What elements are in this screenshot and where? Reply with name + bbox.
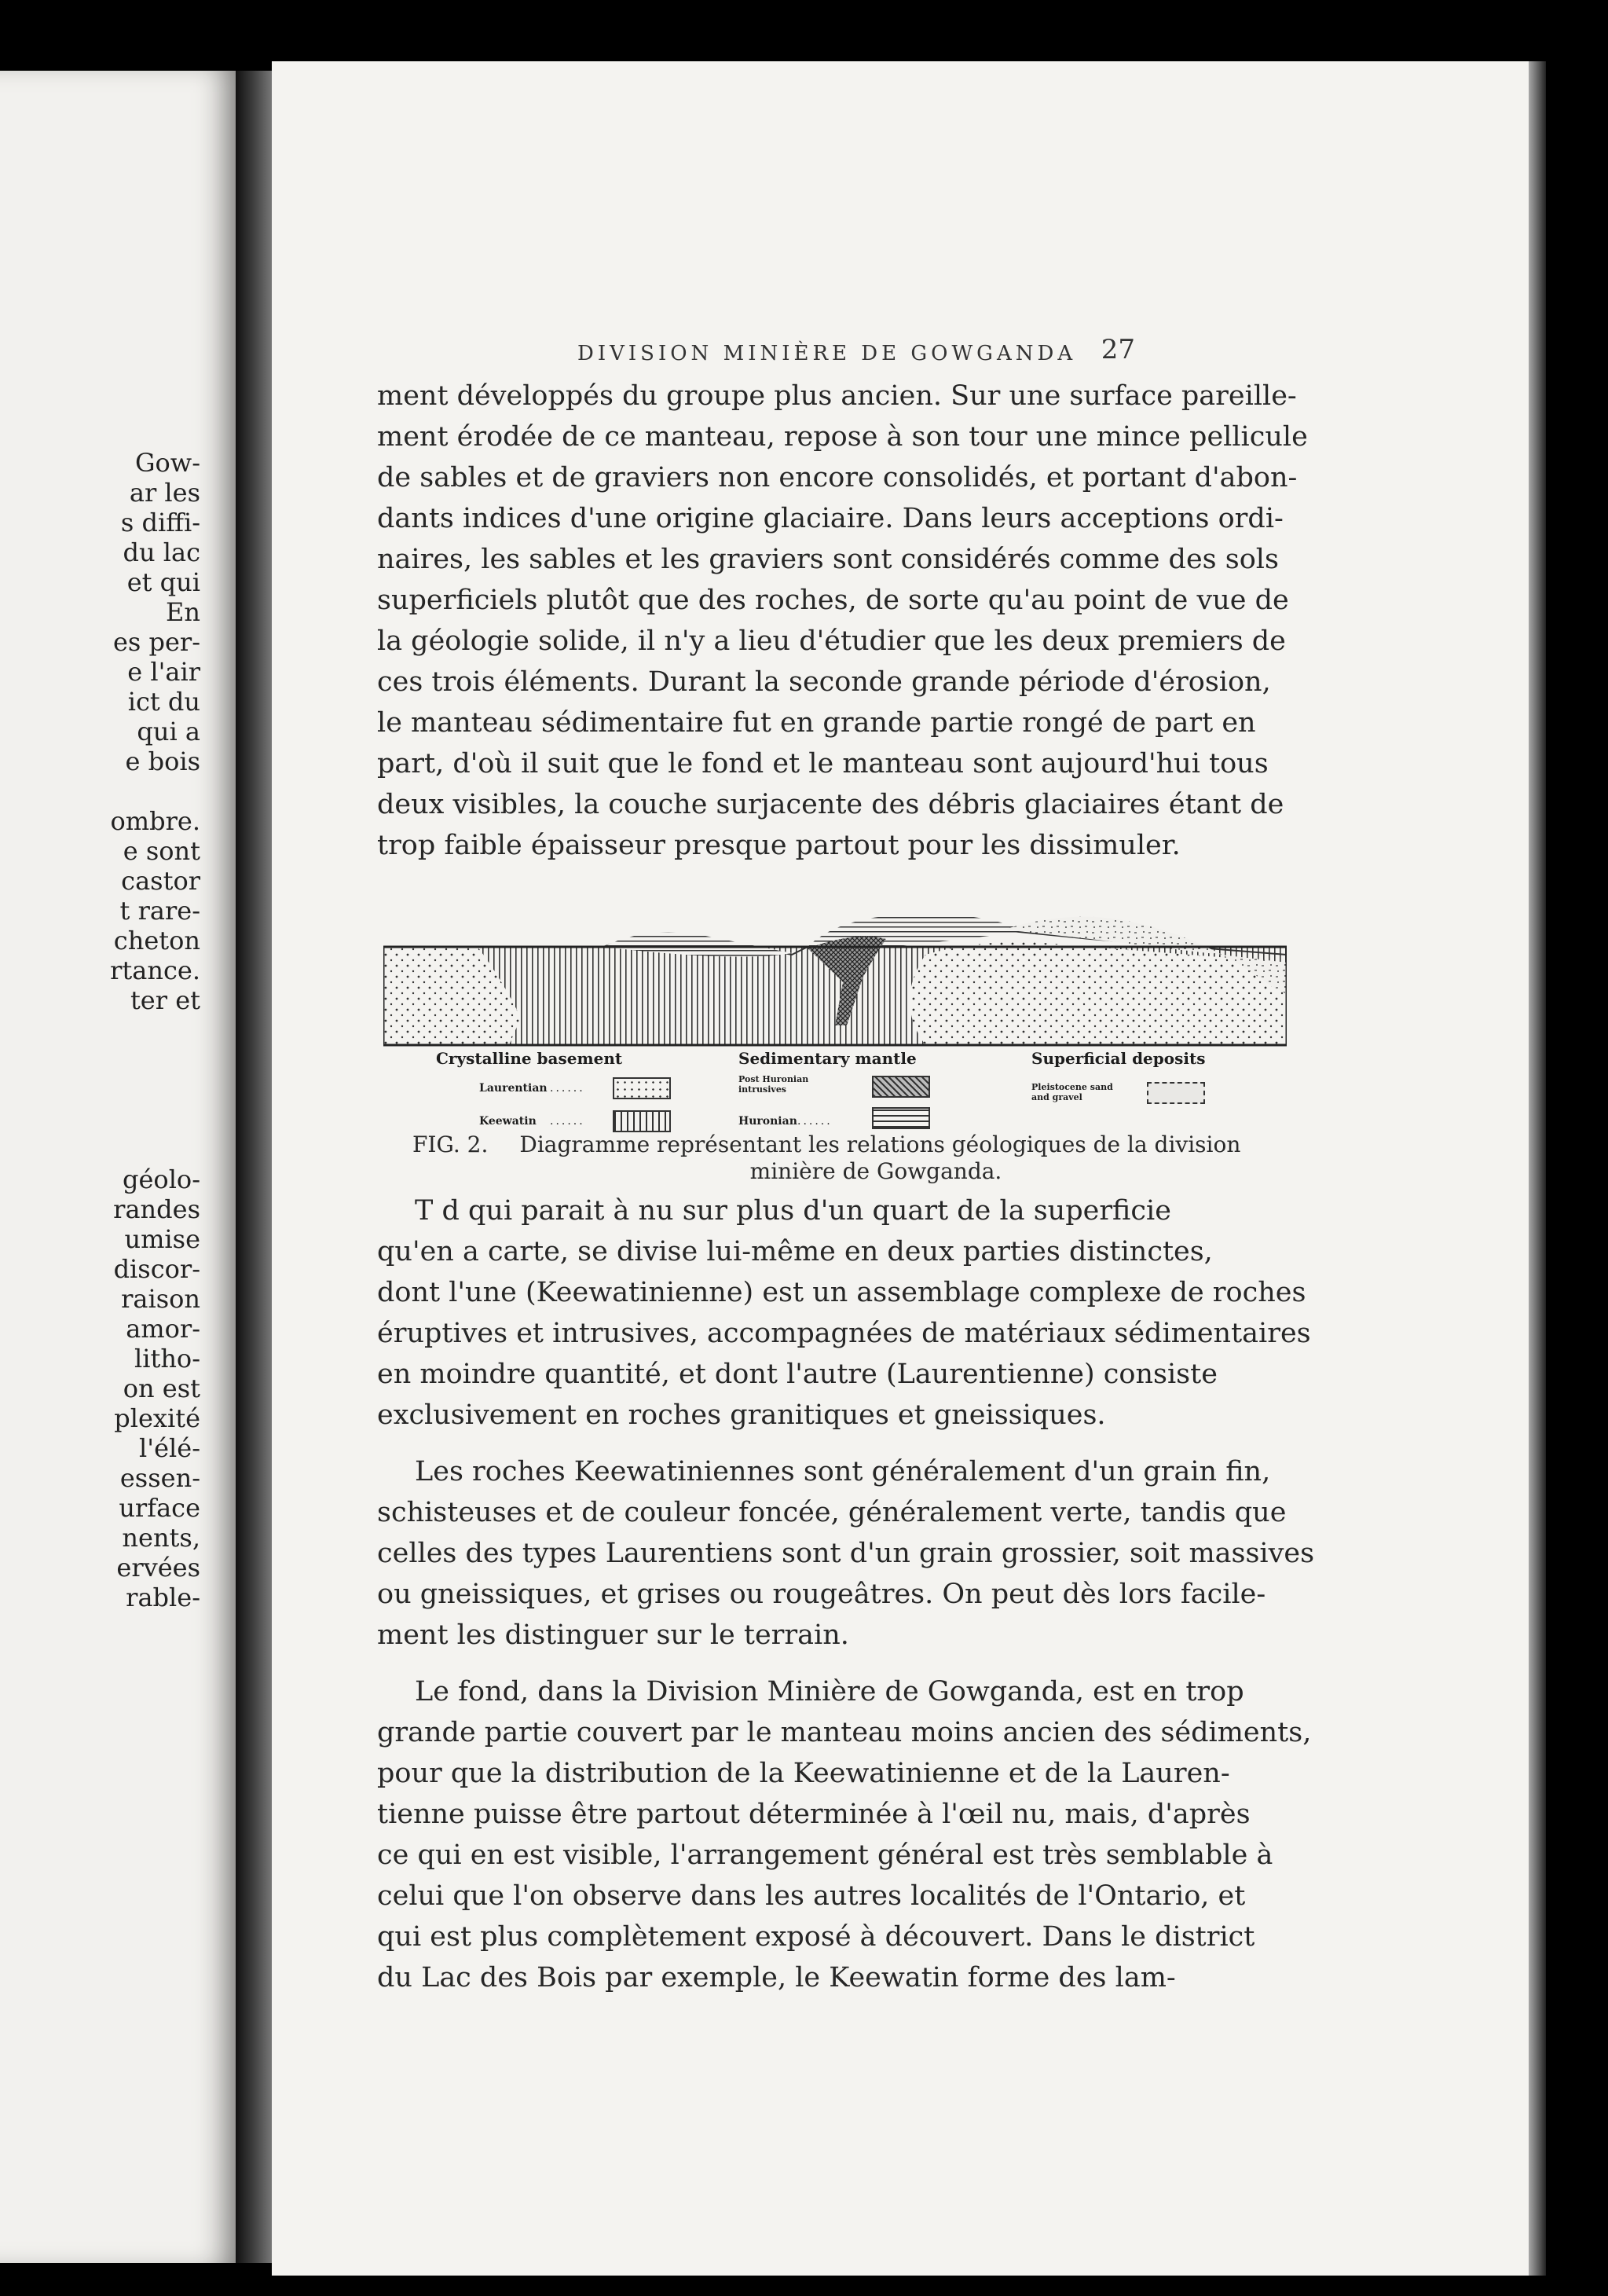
text-line: dont l'une (Keewatinienne) est un assemblage complexe de roches [377,1277,1306,1308]
previous-page-text [110,448,200,1612]
text-line: trop faible épaisseur presque partout pour les dissimuler. [377,830,1181,861]
text-line: celles des types Laurentiens sont d'un grain grossier, soit massives [377,1538,1315,1569]
text-line: le manteau sédimentaire fut en grande partie rongé de part en [377,707,1256,739]
legend-pleistocene: Pleistocene sand and gravel [1031,1082,1113,1102]
previous-page-fragment: s diffi- [120,508,200,537]
legend-heading-superficial: Superficial deposits [1031,1049,1206,1068]
text-line: Les roches Keewatiniennes sont généralement d'un grain fin, [415,1456,1271,1487]
legend-swatch-post-huronian [872,1076,930,1098]
text-line: naires, les sables et les graviers sont considérés comme des sols [377,544,1279,575]
previous-page-fragment: umise [124,1224,200,1254]
legend-keewatin: Keewatin [479,1115,537,1128]
previous-page-fragment: géolo- [123,1165,200,1194]
previous-page-fragment: nents, [122,1523,200,1553]
page-edge [1529,61,1546,2276]
text-line: du Lac des Bois par exemple, le Keewatin forme des lam- [377,1962,1176,1993]
legend-heading-sedimentary: Sedimentary mantle [738,1049,917,1068]
previous-page-fragment [110,1135,200,1165]
legend-laurentian: Laurentian [479,1082,548,1095]
text-line: qu'en a carte, se divise lui-même en deux parties distinctes, [377,1236,1213,1267]
previous-page-fragment: ter et [130,985,200,1015]
previous-page-fragment: es per- [112,627,200,657]
previous-page-fragment: Gow- [134,448,200,478]
caption-line-1: Diagramme représentant les relations géologiques de la division [519,1131,1241,1157]
legend-huronian: Huronian [738,1115,797,1128]
previous-page-fragment: ict du [127,687,200,717]
previous-page-fragment: litho- [134,1344,200,1374]
page-number: 27 [1101,334,1135,365]
legend-swatch-pleistocene [1147,1082,1205,1104]
previous-page-fragment: e sont [123,836,200,866]
paragraph [377,1190,1311,1436]
legend-swatch-laurentian [613,1077,671,1099]
body-text-top [377,376,1308,866]
previous-page-fragment: rtance. [110,955,200,985]
previous-page-fragment [110,776,200,806]
figure-caption [412,1131,1277,1185]
previous-page-fragment: essen- [119,1463,200,1493]
text-line: ou gneissiques, et grises ou rougeâtres. On peut dès lors facile- [377,1579,1266,1610]
paragraph [377,1451,1315,1656]
text-line: schisteuses et de couleur foncée, généralement verte, tandis que [377,1497,1287,1528]
text-line: ment érodée de ce manteau, repose à son tour une mince pellicule [377,421,1308,453]
legend-heading-crystalline: Crystalline basement [436,1049,623,1068]
previous-page-fragment: rable- [126,1583,200,1612]
previous-page-fragment: qui a [137,717,200,746]
diagram-legend: Crystalline basement Laurentian ...... Keewatin ...... Sedimentary mantle Post Huronian intrusives Huronian ...... Superficial deposits Pleistocene sand and gravel [436,1049,1284,1143]
previous-page-fragment: plexité [114,1403,200,1433]
previous-page-fragment [110,1045,200,1075]
text-line: deux visibles, la couche surjacente des débris glaciaires étant de [377,789,1284,820]
previous-page-fragment: castor [121,866,200,896]
text-line: de sables et de graviers non encore consolidés, et portant d'abon- [377,462,1298,493]
text-line: Le fond, dans la Division Minière de Gowganda, est en trop [415,1676,1244,1707]
previous-page-fragment: ombre. [110,806,200,836]
text-line: ment les distinguer sur le terrain. [377,1619,849,1651]
text-line: en moindre quantité, et dont l'autre (Laurentienne) consiste [377,1359,1218,1390]
previous-page [0,71,236,2263]
text-line: éruptives et intrusives, accompagnées de matériaux sédimentaires [377,1318,1311,1349]
text-line: pour que la distribution de la Keewatinienne et de la Lauren- [377,1758,1230,1789]
text-line: exclusivement en roches granitiques et gneissiques. [377,1399,1106,1431]
text-line: la géologie solide, il n'y a lieu d'étudier que les deux premiers de [377,625,1286,657]
previous-page-fragment [110,1015,200,1045]
previous-page-fragment: t rare- [119,896,200,926]
previous-page-fragment: randes [113,1194,200,1224]
text-line: tienne puisse être partout déterminée à l'œil nu, mais, d'après [377,1799,1251,1830]
previous-page-fragment: discor- [113,1254,200,1284]
previous-page-fragment: on est [123,1374,200,1403]
previous-page-fragment: raison [121,1284,200,1314]
running-head: DIVISION MINIÈRE DE GOWGANDA [577,342,1077,365]
previous-page-fragment [110,1105,200,1135]
figure-label: FIG. 2. [412,1131,489,1157]
text-line: dants indices d'une origine glaciaire. Dans leurs acceptions ordi- [377,503,1284,534]
book-gutter [236,71,272,2263]
legend-post-huronian: Post Huronian intrusives [738,1074,809,1095]
previous-page-fragment: cheton [113,926,200,955]
text-line: superficiels plutôt que des roches, de sorte qu'au point de vue de [377,585,1289,616]
text-line: celui que l'on observe dans les autres localités de l'Ontario, et [377,1880,1246,1912]
page-header [310,334,1135,373]
previous-page-fragment: ar les [129,478,200,508]
previous-page-fragment: En [166,597,200,627]
previous-page-fragment: amor- [126,1314,200,1344]
previous-page-fragment: du lac [123,537,200,567]
previous-page-fragment [110,1075,200,1105]
text-line: ment développés du groupe plus ancien. Sur une surface pareille- [377,380,1297,412]
text-line: part, d'où il suit que le fond et le manteau sont aujourd'hui tous [377,748,1269,779]
text-line: T d qui parait à nu sur plus d'un quart de la superficie [415,1195,1171,1227]
text-line: ce qui en est visible, l'arrangement général est très semblable à [377,1839,1273,1871]
caption-line-2: minière de Gowganda. [749,1158,1002,1184]
text-line: grande partie couvert par le manteau moins ancien des sédiments, [377,1717,1312,1748]
legend-swatch-huronian [872,1107,930,1129]
legend-swatch-keewatin [613,1110,671,1132]
previous-page-fragment: et qui [126,567,200,597]
paragraph [377,1671,1312,1998]
previous-page-fragment: urface [119,1493,200,1523]
text-line: ces trois éléments. Durant la seconde grande période d'érosion, [377,666,1271,698]
previous-page-fragment: e l'air [127,657,200,687]
previous-page-fragment: ervées [116,1553,200,1583]
body-text-bottom [377,1190,1315,1998]
text-line: qui est plus complètement exposé à découvert. Dans le district [377,1921,1255,1953]
geological-section-diagram [383,908,1287,1065]
previous-page-fragment: l'élé- [139,1433,200,1463]
previous-page-fragment: e bois [125,746,200,776]
